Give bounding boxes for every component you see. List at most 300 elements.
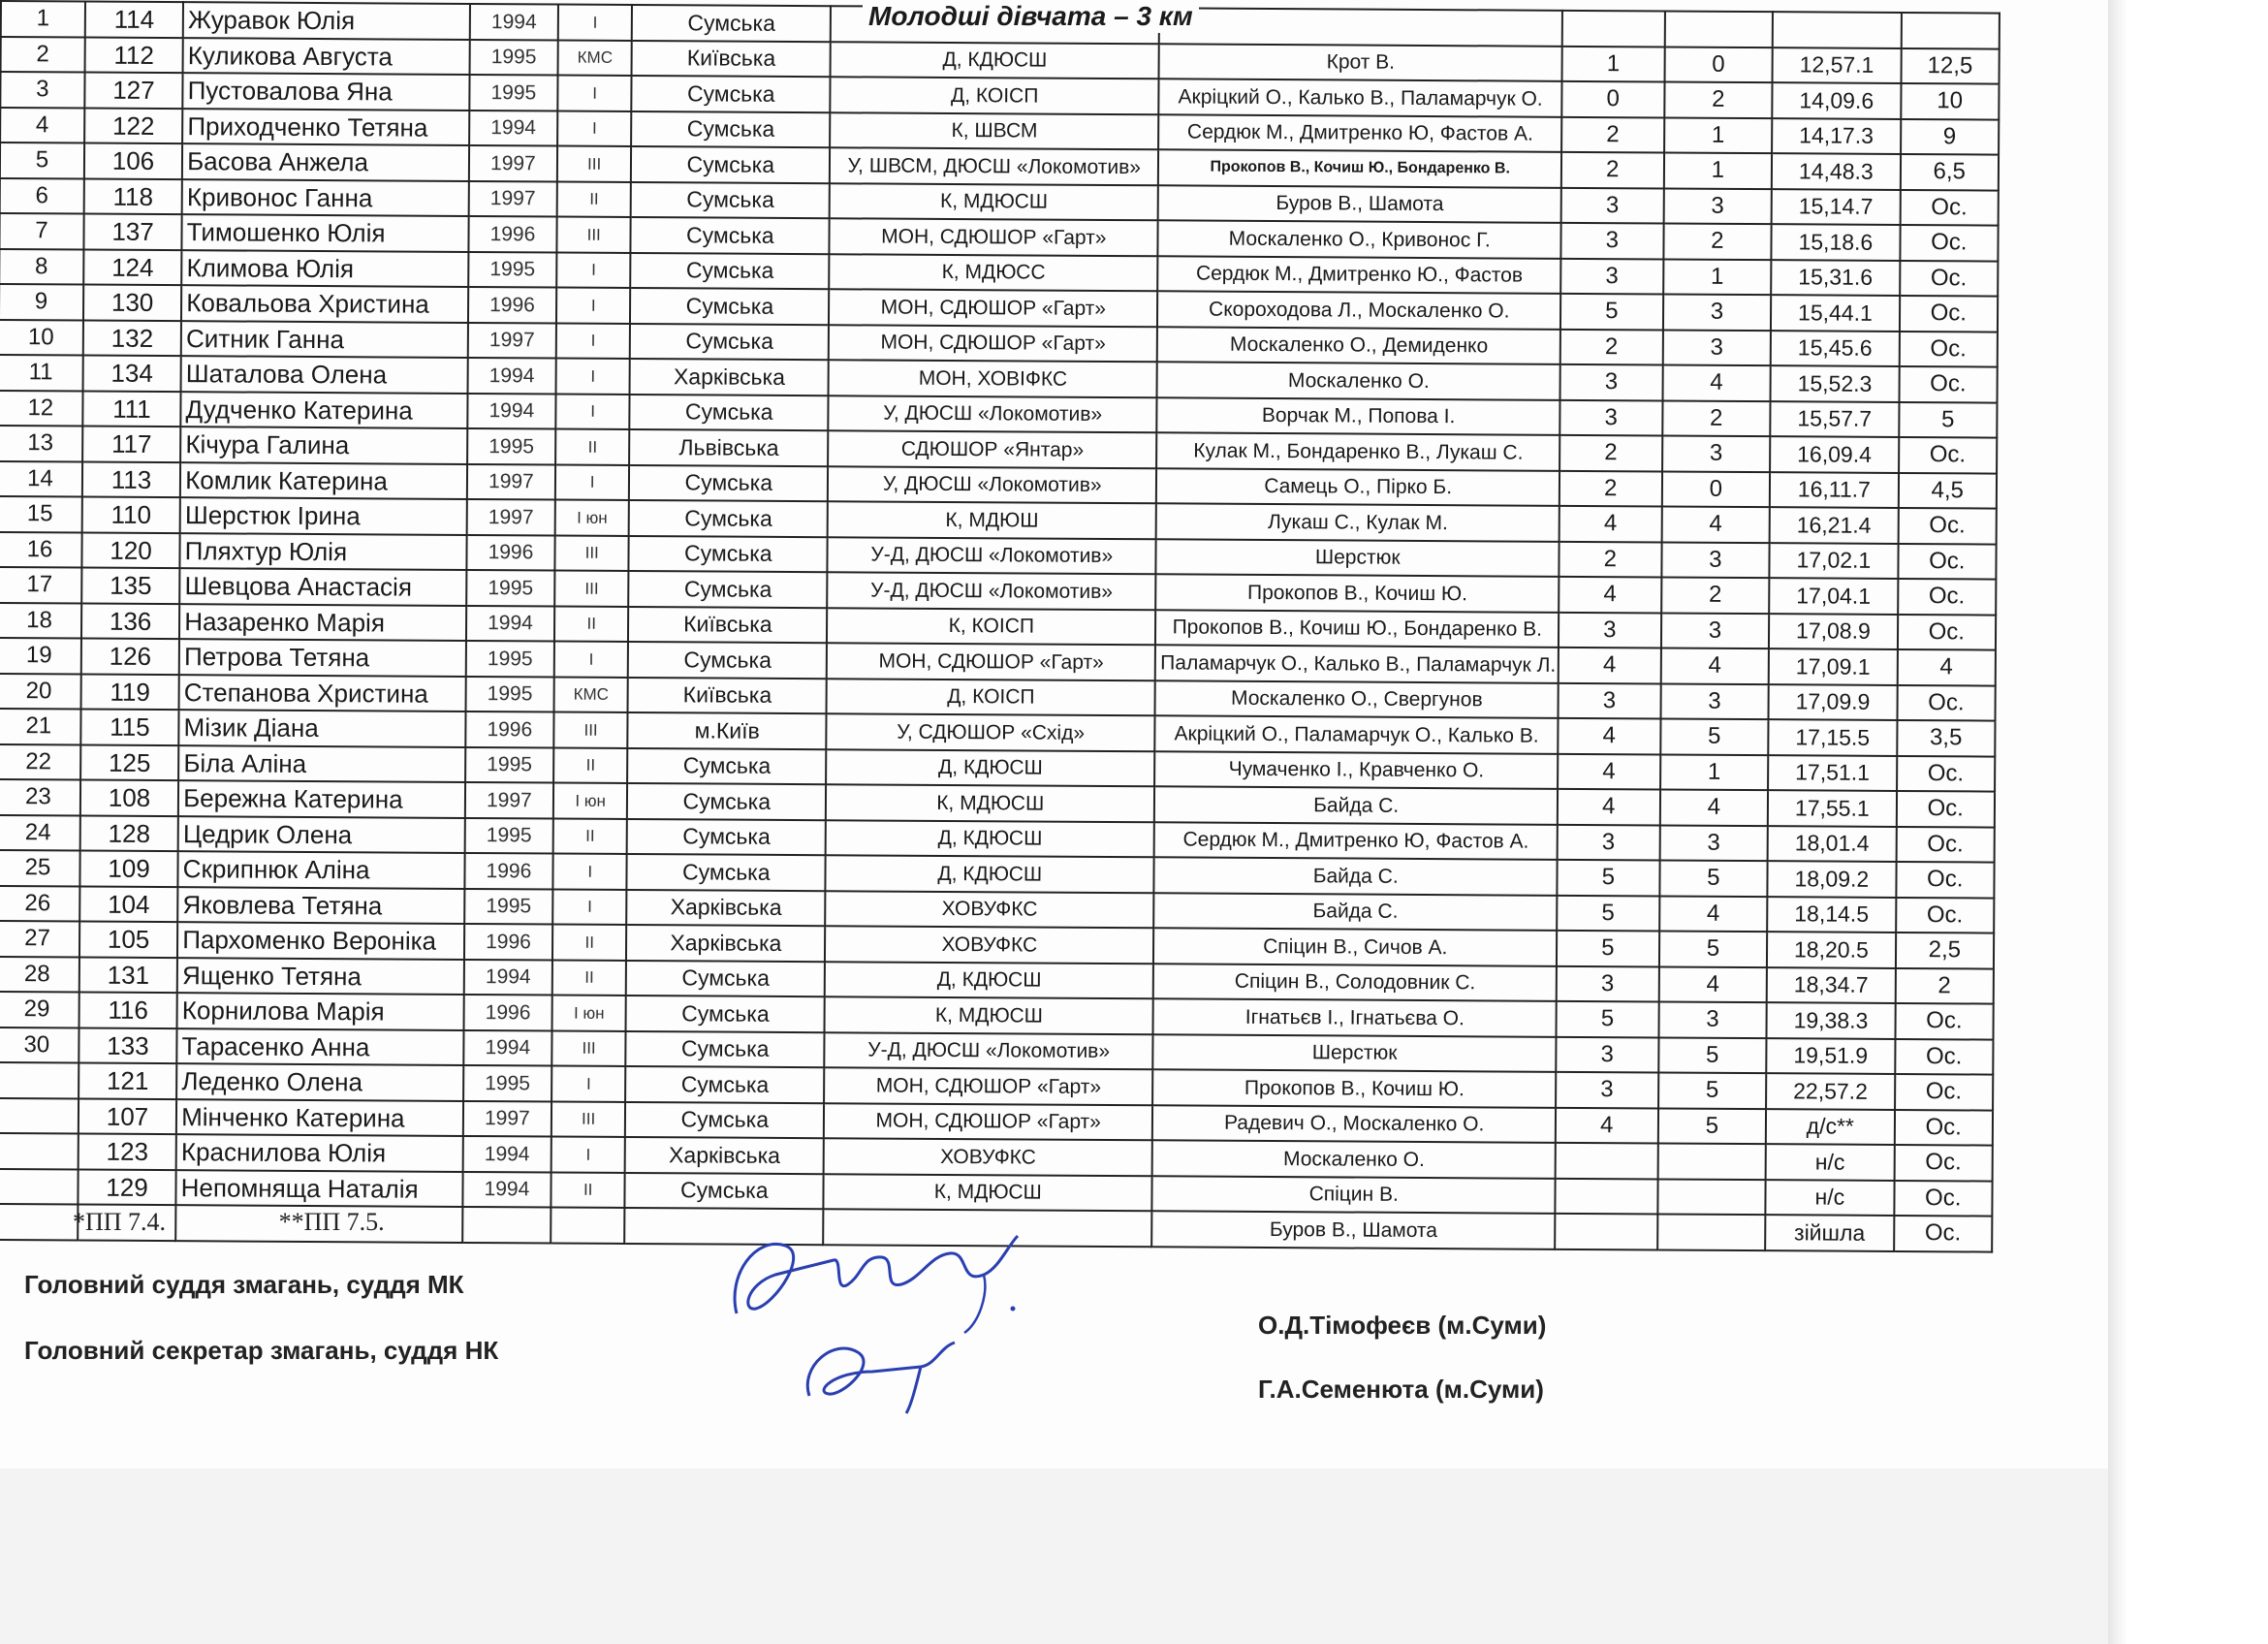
birth-year-cell: 1995 [466, 641, 554, 677]
sport-rank-cell: І [556, 323, 631, 359]
bib-number-cell: 114 [85, 2, 184, 38]
athlete-name-cell: Корнилова Марія [177, 993, 464, 1029]
shooting-1-cell: 3 [1557, 965, 1659, 1001]
club-cell: СДЮШОР «Янтар» [828, 430, 1156, 468]
coach-cell: Шерстюк [1153, 1034, 1557, 1072]
birth-year-cell: 1995 [463, 1065, 551, 1101]
coach-cell: Лукаш С., Кулак М. [1156, 503, 1559, 541]
shooting-1-cell: 4 [1559, 506, 1662, 542]
sport-rank-cell: ІІ [553, 818, 628, 854]
time-cell: 16,11.7 [1770, 472, 1899, 508]
place-cell: 6 [0, 178, 84, 214]
sport-rank-cell: І [554, 642, 629, 678]
club-cell: К, МДЮСС [829, 254, 1157, 292]
region-cell: Сумська [626, 960, 825, 996]
time-cell: 17,09.1 [1769, 648, 1898, 684]
club-cell: Д, КОІСП [827, 679, 1155, 716]
bib-number-cell: 124 [83, 249, 182, 285]
shooting-2-cell: 3 [1660, 613, 1769, 648]
shooting-1-cell: 3 [1559, 399, 1662, 435]
bib-number-cell: 132 [83, 320, 182, 356]
club-cell: МОН, СДЮШОР «Гарт» [829, 325, 1157, 363]
athlete-name-cell: Яковлева Тетяна [177, 887, 464, 924]
coach-cell: Паламарчук О., Калько В., Паламарчук Л. [1155, 645, 1559, 682]
sport-rank-cell: І юн [553, 783, 628, 819]
points-cell: Ос. [1899, 437, 1998, 473]
time-cell: 18,14.5 [1767, 897, 1896, 933]
region-cell: Харківська [627, 889, 826, 926]
region-cell: Сумська [629, 500, 828, 537]
bib-number-cell: 136 [81, 603, 180, 639]
club-cell: МОН, СДЮШОР «Гарт» [827, 643, 1155, 680]
points-cell: Ос. [1897, 755, 1996, 791]
place-cell: 27 [0, 921, 79, 957]
shooting-2-cell: 4 [1659, 896, 1768, 932]
coach-cell: Акріцкий О., Калько В., Паламарчук О. [1159, 79, 1562, 116]
points-cell: Ос. [1894, 1109, 1993, 1145]
athlete-name-cell: Петрова Тетяна [179, 639, 466, 676]
coach-cell: Ворчак М., Попова І. [1157, 397, 1560, 435]
points-cell: Ос. [1896, 862, 1995, 898]
region-cell: Сумська [627, 783, 826, 820]
shooting-2-cell: 4 [1660, 648, 1769, 683]
sport-rank-cell: ІІ [554, 606, 629, 642]
points-cell: Ос. [1896, 826, 1995, 862]
sport-rank-cell: І [555, 359, 630, 395]
time-cell: 17,04.1 [1769, 578, 1898, 614]
coach-cell: Байда С. [1154, 857, 1558, 895]
bib-number-cell: 106 [84, 143, 183, 179]
time-cell: 17,15.5 [1768, 719, 1897, 755]
club-cell: МОН, ХОВІФКС [829, 360, 1157, 397]
footnote-7-5: **ПП 7.5. [278, 1208, 385, 1236]
club-cell: ХОВУФКС [825, 891, 1153, 929]
shooting-1-cell: 5 [1557, 895, 1659, 931]
club-cell: У-Д, ДЮСШ «Локомотив» [824, 1032, 1152, 1070]
coach-cell: Прокопов В., Кочиш Ю., Бондаренко В. [1155, 610, 1559, 648]
points-cell: Ос. [1897, 684, 1996, 720]
bib-number-cell: 118 [84, 178, 183, 214]
bib-number-cell: 127 [84, 73, 183, 109]
place-cell: 17 [0, 567, 81, 603]
shooting-2-cell [1657, 1179, 1766, 1215]
birth-year-cell: 1995 [466, 570, 554, 606]
time-cell: 14,17.3 [1772, 118, 1901, 154]
coach-cell: Москаленко О. [1157, 362, 1560, 399]
shooting-2-cell: 0 [1664, 47, 1773, 82]
bib-number-cell: 105 [79, 922, 178, 958]
sport-rank-cell: КМС [557, 40, 632, 76]
points-cell: Ос. [1898, 614, 1997, 649]
shooting-1-cell: 4 [1558, 718, 1660, 754]
footnotes [73, 1208, 491, 1237]
athlete-name-cell: Климова Юлія [181, 250, 468, 287]
place-cell: 22 [0, 743, 80, 779]
coach-cell: Акріцкий О., Паламарчук О., Калько В. [1155, 715, 1559, 753]
region-cell: Харківська [630, 359, 829, 395]
points-cell: 2 [1895, 967, 1994, 1003]
shooting-2-cell [1657, 1143, 1766, 1179]
birth-year-cell: 1994 [467, 393, 555, 428]
athlete-name-cell: Шевцова Анастасія [179, 568, 466, 605]
birth-year-cell: 1997 [469, 145, 557, 181]
sport-rank-cell [551, 1207, 625, 1243]
bib-number-cell: 113 [82, 461, 181, 497]
place-cell: 15 [0, 496, 82, 532]
shooting-1-cell: 3 [1561, 187, 1664, 223]
bib-number-cell: 104 [79, 886, 178, 922]
time-cell: 17,08.9 [1769, 614, 1898, 649]
coach-cell: Байда С. [1154, 893, 1558, 931]
bib-number-cell: 128 [80, 815, 179, 851]
athlete-name-cell: Шаталова Олена [181, 356, 468, 393]
points-cell: 12,5 [1901, 47, 2000, 83]
shooting-2-cell: 3 [1660, 683, 1769, 719]
place-cell: 8 [0, 249, 83, 285]
shooting-1-cell: 4 [1559, 577, 1661, 613]
athlete-name-cell: Мізик Діана [178, 710, 465, 746]
sport-rank-cell: І [551, 1065, 626, 1101]
coach-cell: Москаленко О., Свергунов [1155, 680, 1559, 718]
region-cell: Сумська [631, 181, 830, 218]
bib-number-cell: 126 [81, 639, 180, 675]
region-cell: Сумська [631, 146, 830, 183]
sport-rank-cell: ІІІ [553, 712, 628, 748]
shooting-2-cell: 3 [1663, 294, 1772, 330]
points-cell: 10 [1901, 83, 2000, 119]
shooting-2-cell [1657, 1214, 1766, 1249]
bib-number-cell: 123 [78, 1134, 176, 1170]
points-cell: Ос. [1899, 331, 1998, 366]
coach-cell: Сердюк М., Дмитренко Ю, Фастов А. [1158, 114, 1561, 152]
points-cell: Ос. [1898, 543, 1997, 579]
place-cell: 12 [0, 390, 82, 426]
points-cell: Ос. [1900, 189, 1999, 225]
athlete-name-cell: Пляхтур Юлія [180, 533, 467, 570]
birth-year-cell: 1995 [464, 888, 552, 924]
points-cell: 9 [1901, 118, 2000, 154]
sport-rank-cell: І юн [551, 995, 626, 1030]
shooting-1-cell: 3 [1556, 1036, 1658, 1072]
region-cell: Сумська [629, 571, 828, 608]
shooting-2-cell: 5 [1659, 860, 1768, 896]
bib-number-cell: 108 [80, 780, 179, 816]
place-cell: 11 [0, 355, 83, 391]
place-cell: 24 [0, 814, 80, 850]
place-cell [0, 1097, 79, 1133]
place-cell: 18 [0, 602, 81, 638]
bib-number-cell: 109 [79, 851, 178, 887]
athlete-name-cell: Краснилова Юлія [176, 1134, 463, 1171]
region-cell: Сумська [628, 747, 827, 784]
club-cell: МОН, СДЮШОР «Гарт» [824, 1067, 1152, 1105]
club-cell: ХОВУФКС [824, 1138, 1152, 1176]
club-cell: У, СДЮШОР «Схід» [826, 713, 1154, 751]
club-cell: МОН, СДЮШОР «Гарт» [829, 289, 1157, 327]
region-cell: Сумська [627, 854, 826, 891]
shooting-1-cell [1556, 1143, 1658, 1179]
athlete-name-cell: Ситник Ганна [181, 321, 468, 358]
shooting-2-cell: 2 [1661, 577, 1770, 613]
birth-year-cell: 1995 [469, 39, 557, 75]
shooting-1-cell: 0 [1561, 81, 1664, 117]
coach-cell: Прокопов В., Кочиш Ю. [1156, 574, 1559, 612]
shooting-2-cell: 4 [1658, 966, 1767, 1002]
shooting-1-cell: 4 [1558, 753, 1660, 789]
place-cell: 23 [0, 779, 80, 815]
place-cell: 19 [0, 638, 81, 674]
region-cell: Київська [628, 677, 827, 713]
shooting-1-cell [1562, 11, 1665, 47]
place-cell: 26 [0, 885, 79, 921]
sport-rank-cell: ІІ [552, 960, 627, 996]
shooting-2-cell: 5 [1658, 931, 1767, 966]
time-cell: 18,20.5 [1767, 932, 1896, 967]
time-cell: 17,55.1 [1768, 790, 1897, 826]
secretary-name: Г.А.Семенюта (м.Суми) [1258, 1375, 1544, 1404]
bib-number-cell: 119 [80, 674, 179, 710]
birth-year-cell: 1994 [466, 605, 554, 641]
shooting-1-cell: 2 [1561, 152, 1664, 188]
coach-cell: Крот В. [1159, 44, 1562, 81]
sport-rank-cell: ІІІ [551, 1030, 626, 1066]
coach-cell: Спіцин В. [1152, 1176, 1556, 1214]
shooting-1-cell: 4 [1559, 648, 1661, 683]
time-cell: 18,34.7 [1767, 967, 1896, 1003]
birth-year-cell: 1997 [469, 180, 557, 216]
birth-year-cell: 1996 [463, 995, 551, 1030]
shooting-1-cell: 2 [1559, 470, 1662, 506]
place-cell [0, 1168, 78, 1204]
coach-cell [1159, 8, 1562, 46]
bib-number-cell: 121 [79, 1063, 177, 1099]
sport-rank-cell: І [558, 5, 633, 41]
birth-year-cell: 1994 [462, 1171, 551, 1207]
points-cell: Ос. [1900, 296, 1999, 332]
points-cell: 5 [1899, 401, 1998, 437]
region-cell: Сумська [625, 1172, 824, 1209]
points-cell: Ос. [1895, 1038, 1994, 1074]
birth-year-cell: 1994 [469, 110, 557, 145]
birth-year-cell: 1995 [465, 817, 553, 853]
shooting-1-cell: 4 [1558, 789, 1660, 825]
club-cell: МОН, СДЮШОР «Гарт» [830, 218, 1158, 256]
sport-rank-cell: ІІІ [554, 535, 629, 571]
bib-number-cell: 116 [79, 993, 177, 1028]
birth-year-cell: 1995 [467, 428, 555, 464]
sport-rank-cell: І [556, 288, 631, 324]
time-cell: 14,09.6 [1773, 82, 1902, 118]
coach-cell: Москаленко О., Демиденко [1157, 327, 1560, 364]
club-cell: Д, КДЮСШ [826, 855, 1154, 893]
club-cell: У, ШВСМ, ДЮСШ «Локомотив» [830, 147, 1158, 185]
sport-rank-cell: І [555, 464, 630, 500]
time-cell: 15,52.3 [1771, 365, 1900, 401]
shooting-2-cell: 1 [1660, 754, 1769, 790]
page-bottom-area [0, 1469, 2108, 1644]
results-table-body [0, 1, 2000, 1251]
bib-number-cell: 120 [81, 532, 180, 568]
birth-year-cell: 1994 [470, 4, 558, 40]
shooting-1-cell: 5 [1560, 294, 1663, 330]
club-cell: ХОВУФКС [825, 926, 1153, 964]
bib-number-cell: 134 [82, 356, 181, 392]
place-cell: 7 [0, 213, 84, 249]
birth-year-cell: 1997 [463, 1100, 551, 1136]
time-cell: 15,31.6 [1771, 260, 1900, 296]
coach-cell: Радевич О., Москаленко О. [1152, 1105, 1556, 1143]
bib-number-cell: 122 [84, 108, 183, 143]
shooting-1-cell: 3 [1559, 682, 1661, 718]
birth-year-cell: 1997 [467, 463, 555, 499]
judge-signature [717, 1217, 1047, 1343]
sport-rank-cell: ІІІ [554, 571, 629, 607]
region-cell: Львівська [630, 429, 829, 466]
bib-number-cell: 129 [78, 1169, 176, 1205]
time-cell: д/с** [1766, 1109, 1895, 1145]
birth-year-cell: 1996 [468, 287, 556, 323]
athlete-name-cell: Біла Аліна [178, 745, 465, 782]
region-cell: Сумська [627, 818, 826, 855]
shooting-2-cell: 2 [1664, 81, 1773, 117]
shooting-1-cell: 3 [1560, 223, 1663, 259]
bib-number-cell: 125 [80, 744, 179, 780]
region-cell: Сумська [628, 642, 827, 679]
secretary-signature [795, 1328, 989, 1415]
athlete-name-cell: Тимошенко Юлія [182, 214, 469, 251]
region-cell: Харківська [626, 925, 825, 962]
sport-rank-cell: І [555, 394, 630, 429]
coach-cell: Москаленко О., Кривонос Г. [1158, 220, 1561, 258]
shooting-2-cell: 3 [1661, 542, 1770, 578]
shooting-2-cell: 4 [1659, 789, 1768, 825]
place-cell: 9 [0, 284, 83, 320]
athlete-name-cell: Мінченко Катерина [176, 1099, 463, 1136]
time-cell: 17,02.1 [1770, 543, 1899, 579]
club-cell: Д, КДЮСШ [831, 42, 1159, 79]
time-cell: 15,57.7 [1771, 401, 1900, 437]
sport-rank-cell: І [552, 889, 627, 925]
shooting-2-cell: 1 [1663, 259, 1772, 295]
shooting-1-cell: 5 [1557, 860, 1659, 896]
place-cell: 10 [0, 319, 83, 355]
points-cell: Ос. [1900, 225, 1999, 261]
region-cell: Сумська [625, 1101, 824, 1138]
time-cell: 16,21.4 [1770, 507, 1899, 543]
birth-year-cell: 1994 [463, 1029, 551, 1065]
club-cell: Д, КДЮСШ [826, 749, 1154, 787]
time-cell: 15,44.1 [1771, 295, 1900, 331]
athlete-name-cell: Куликова Августа [183, 38, 470, 75]
bib-number-cell: 111 [82, 391, 181, 427]
bib-number-cell: 112 [84, 37, 183, 73]
shooting-2-cell: 1 [1663, 152, 1772, 188]
bib-number-cell: 115 [80, 710, 179, 745]
place-cell: 1 [1, 1, 85, 37]
place-cell [0, 1133, 79, 1169]
sport-rank-cell: І [557, 76, 632, 111]
region-cell: Київська [632, 40, 831, 77]
shooting-1-cell: 3 [1559, 612, 1661, 648]
club-cell: К, КОІСП [827, 608, 1155, 646]
bib-number-cell: 110 [82, 497, 181, 533]
shooting-2-cell: 5 [1657, 1108, 1766, 1144]
athlete-name-cell: Ковальова Христина [181, 285, 468, 322]
sport-rank-cell: ІІ [551, 1172, 625, 1208]
time-cell: н/с [1766, 1144, 1895, 1180]
athlete-name-cell: Назаренко Марія [179, 604, 466, 641]
athlete-name-cell: Бережна Катерина [178, 780, 465, 817]
points-cell: Ос. [1899, 366, 1998, 402]
time-cell: 15,14.7 [1772, 189, 1901, 225]
region-cell: Сумська [630, 323, 829, 360]
sport-rank-cell: ІІІ [551, 1101, 626, 1137]
place-cell: 21 [0, 709, 80, 744]
shooting-2-cell: 3 [1663, 188, 1772, 224]
club-cell: МОН, СДЮШОР «Гарт» [824, 1103, 1152, 1141]
club-cell: К, МДЮСШ [824, 1174, 1152, 1212]
birth-year-cell: 1995 [468, 251, 556, 287]
birth-year-cell: 1994 [467, 358, 555, 394]
birth-year-cell: 1996 [466, 534, 554, 570]
club-cell: У-Д, ДЮСШ «Локомотив» [827, 572, 1155, 610]
shooting-2-cell: 5 [1660, 718, 1769, 754]
sport-rank-cell: І юн [555, 500, 630, 536]
region-cell: Сумська [626, 1066, 825, 1103]
athlete-name-cell: Басова Анжела [182, 143, 469, 180]
region-cell: Сумська [629, 464, 828, 501]
athlete-name-cell: Тарасенко Анна [176, 1028, 463, 1065]
time-cell: 18,01.4 [1768, 826, 1897, 862]
place-cell: 5 [0, 142, 84, 178]
points-cell: Ос. [1894, 1216, 1993, 1251]
points-cell: Ос. [1900, 260, 1999, 296]
coach-cell: Чумаченко І., Кравченко О. [1154, 751, 1558, 789]
region-cell: Сумська [632, 76, 831, 112]
sport-rank-cell: ІІІ [557, 146, 632, 182]
athlete-name-cell: Комлик Катерина [180, 462, 467, 499]
sport-rank-cell: ІІ [555, 429, 630, 465]
points-cell: 3,5 [1897, 720, 1996, 756]
judge-title: Головний суддя змагань, суддя МК [24, 1270, 464, 1299]
points-cell: Ос. [1898, 508, 1997, 544]
region-cell: м.Київ [628, 712, 827, 749]
club-cell: К, МДЮСШ [825, 996, 1153, 1034]
coach-cell: Шерстюк [1156, 539, 1559, 577]
sport-rank-cell: ІІІ [556, 217, 631, 253]
place-cell: 13 [0, 426, 82, 461]
time-cell: 19,51.9 [1766, 1038, 1895, 1074]
place-cell: 29 [0, 992, 79, 1028]
shooting-2-cell: 2 [1662, 400, 1771, 436]
shooting-1-cell: 3 [1558, 824, 1660, 860]
coach-cell: Кулак М., Бондаренко В., Лукаш С. [1156, 432, 1559, 470]
bib-number-cell: 131 [79, 957, 178, 993]
club-cell: Д, КДЮСШ [825, 962, 1153, 999]
sheet-edge [2108, 0, 2127, 1644]
place-cell: 14 [0, 460, 82, 496]
shooting-1-cell: 2 [1559, 541, 1661, 577]
bib-number-cell: 137 [83, 214, 182, 250]
bib-number-cell: 130 [83, 285, 182, 321]
points-cell: 4 [1897, 649, 1996, 685]
place-cell: 25 [0, 850, 80, 886]
birth-year-cell: 1996 [465, 711, 553, 747]
shooting-1-cell: 2 [1561, 116, 1664, 152]
shooting-1-cell: 5 [1557, 1001, 1659, 1037]
coach-cell: Москаленко О. [1152, 1140, 1556, 1178]
time-cell: 14,48.3 [1772, 153, 1901, 189]
